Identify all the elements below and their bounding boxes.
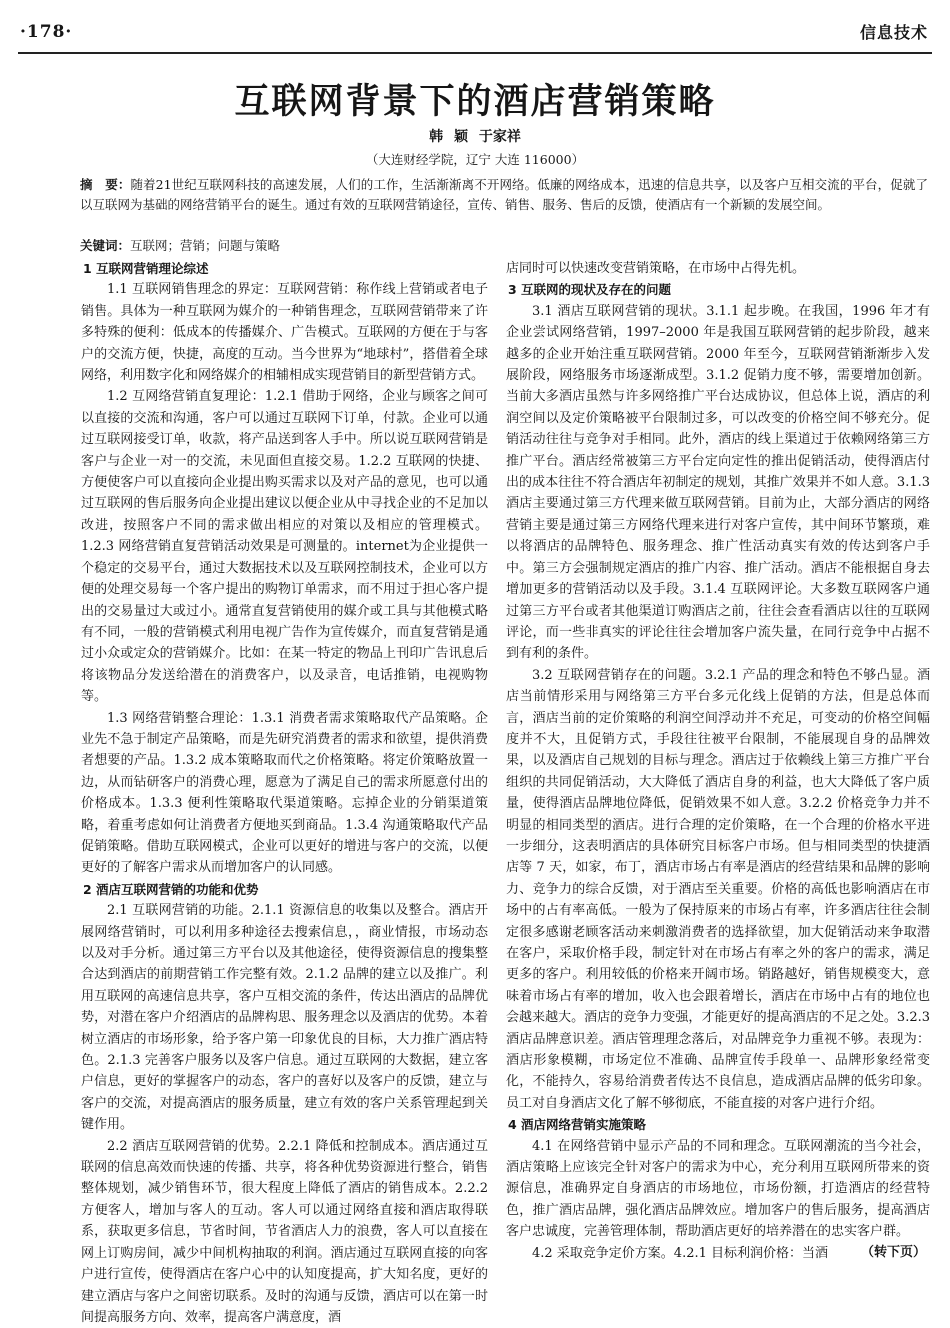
abstract-text: 随着21世纪互联网科技的高速发展，人们的工作，生活渐渐离不开网络。低廉的网络成本，迅速的信息共享，以及客户互相交流的平台，促就了以互联网为基础的网络营销平台的诞生。通过有效的互联网营销途径，宣传、销售、服务、售后的反馈，使酒店有一个新颖的发展空间。 <box>80 177 928 212</box>
keywords-label: 关键词： <box>80 238 131 253</box>
paragraph: 1.3 网络营销整合理论：1.3.1 消费者需求策略取代产品策略。企业先不急于制定产品策略，而是先研究消费者的需求和欲望，提供消费者想要的产品。1.3.2 成本策略取而代之价格策略。将定价策略放置一边，从而钻研客户的消费心理，愿意为了满足自己的需求所愿意付出的价格成本。1.3.3 便利性策略取代渠道策略。忘掉企业的分销渠道策略，着重考虑如何让消费者方便地买到商品。1.3.4 沟通策略取代产品促销策略。借助互联网模式，企业可以更好的增进与客户的交流，以便更好的了解客户需求从而增加客户的认同感。 <box>81 710 488 876</box>
section-heading: 1 互联网营销理论综述 <box>83 261 209 276</box>
section-heading: 3 互联网的现状及存在的问题 <box>508 282 672 298</box>
header-rule <box>18 52 932 54</box>
continued-note: （转下页） <box>860 1245 926 1260</box>
abstract-label: 摘 要： <box>80 177 131 192</box>
paragraph: 1.1 互联网销售理念的界定：互联网营销：称作线上营销或者电子销售。具体为一种互联网为媒介的一种销售理念，互联网营销带来了许多特殊的便利：低成本的传播媒介、广告模式。互联网的方便在于与客户的交流方便，快捷，高度的互动。当今世界为“地球村”，搭借着全球网络，利用数字化和网络媒介的相辅相成实现营销目的新型营销方式。 <box>81 282 488 384</box>
affiliation: （大连财经学院，辽宁 大连 116000） <box>365 152 585 167</box>
left-column <box>81 258 488 1328</box>
section-heading: 4 酒店网络营销实施策略 <box>508 1117 647 1133</box>
paragraph: 2.2 酒店互联网营销的优势。2.2.1 降低和控制成本。酒店通过互联网的信息高效而快速的传播、共享，将各种优势资源进行整合，销售整体规划，减少销售环节，很大程度上降低了酒店的销售成本。2.2.2 方便客人，增加与客人的互动。客人可以通过网络直接和酒店取得联系，获取更多信息，节省时间，节省酒店人力的浪费，客人可以直接在网上订购房间，减少中间机构抽取的利润。酒店通过互联网直接的向客户进行宣传，使得酒店在客户心中的认知度提高，扩大知名度，更好的建立酒店与客户之间密切联系。及时的沟通与反馈，酒店可以在第一时间提高服务方向、效率，提高客户满意度，酒 <box>81 1138 488 1325</box>
keywords <box>80 236 280 256</box>
article-title: 互联网背景下的酒店营销策略 <box>234 81 716 122</box>
paragraph: 3.1 酒店互联网营销的现状。3.1.1 起步晚。在我国，1996 年才有企业尝试网络营销，1997–2000 年是我国互联网营销的起步阶段，越来越多的企业开始注重互联网营销。2000 年至今，互联网营销渐渐步入发展阶段，网络服务市场逐渐成型。3.1.2 促销力度不够，需要增加创新。当前大多酒店虽然与许多网络推广平台达成协议，但总体上说，酒店的利润空间以及定价策略被平台限制过多，可以改变的价格空间不够充分。促销活动往往与竞争对手相同。此外，酒店的线上渠道过于依赖网络第三方推广平台。酒店经常被第三方平台定向定性的推出促销活动，使得酒店付出的成本往往不符合酒店年初制定的规划，其推广效果并不如人意。3.1.3 酒店主要通过第三方代理来做互联网营销。目前为止，大部分酒店的网络营销主要是通过第三方网络代理来进行对客户宣传，其中间环节繁琐，难以将酒店的品牌特色、服务理念、推广性活动真实有效的传达到客户手中。第三方会强制规定酒店的推广内容、推广活动。酒店不能根据自身去增加更多的营销活动以及手段。3.1.4 互联网评论。大多数互联网客户通过第三方平台或者其他渠道订购酒店之前，往往会查看酒店以往的互联网评论，而一些非真实的评论往往会增加客户流失量，在同行竞争中占据不到有利的条件。 <box>506 303 930 662</box>
paragraph: 4.2 采取竞争定价方案。4.2.1 目标利润价格：当酒 <box>532 1245 829 1261</box>
paragraph: 店同时可以快速改变营销策略，在市场中占得先机。 <box>506 261 806 276</box>
paragraph: 3.2 互联网营销存在的问题。3.2.1 产品的理念和特色不够凸显。酒店当前情形采用与网络第三方平台多元化线上促销的方法，但是总体而言，酒店当前的定价策略的利润空间浮动并不充足，可变动的价格空间幅度并不大，且促销方式，手段往往被平台限制，不能展现自身的品牌效果，以及酒店自己规划的目标与理念。酒店过于依赖线上第三方推广平台组织的共同促销活动，大大降低了酒店自身的利益，也大大降低了客户质量，使得酒店品牌地位降低，促销效果不如人意。3.2.2 价格竞争力并不明显的相同类型的酒店。进行合理的定价策略，在一个合理的价格水平进一步细分，这表明酒店的具体研究目标客户市场。但与相同类型的快捷酒店等 7 天，如家，布丁，酒店市场占有率是酒店的经营结果和品牌的影响力、竞争力的综合反馈，对于酒店至关重要。价格的高低也影响酒店在市场中的占有率高低。一般为了保持原来的市场占有率，许多酒店往往会制定很多感谢老顾客活动来刺激消费者的选择欲望，加大促销活动来争取潜在客户，采取价格手段，制定针对在市场占有率之外的客户的需求，满足更多的客户。利用较低的价格来开阔市场。销路越好，销售规模变大，意味着市场占有率的增加，收入也会跟着增长，酒店在市场中占有的地位也会越来越大。酒店的竞争力变强，才能更好的提高酒店的不足之处。3.2.3 酒店品牌意识差。酒店管理理念落后，对品牌竞争力重视不够。表现为：酒店形象模糊，市场定位不准确、品牌宣传手段单一、品牌形象经常变化，不能持久，容易给消费者传达不良信息，造成酒店品牌的低劣印象。员工对自身酒店文化了解不够彻底，不能直接的对客户进行介绍。 <box>506 667 930 1111</box>
page-number: ·178· <box>20 22 73 42</box>
section-heading: 2 酒店互联网营销的功能和优势 <box>83 881 259 897</box>
right-column <box>506 258 930 1264</box>
abstract <box>80 175 928 215</box>
keywords-text: 互联网；营销；问题与策略 <box>130 238 281 253</box>
paragraph: 1.2 互网络营销直复理论：1.2.1 借助于网络，企业与顾客之间可以直接的交流和沟通，客户可以通过互联网下订单，付款。企业可以通过互联网接受订单，收款，将产品送到客人手中。所以说互联网营销是客户与企业一对一的交流，未见面但直接交易。1.2.2 互联网的快捷、方便使客户可以直接向企业提出购买需求以及对产品的意见，也可以通过互联网的售后服务向企业提出建议以便企业从中寻找企业的不足加以改进，按照客户不同的需求做出相应的对策以及相应的管理模式。1.2.3 网络营销直复营销活动效果是可测量的。internet为企业提供一个稳定的交易平台，通过大数据技术以及互联网控制技术，企业可以方便的处理交易每一个客户提出的购物订单需求，而不用过于担心客户提出的交易量过大或过小。通常直复营销使用的媒介或工具与其他模式略有不同，一般的营销模式利用电视广告作为宣传媒介，而直复营销是通过小众或定众的营销媒介。比如：在某一特定的物品上刊印广告讯息后将该物品分发送给潜在的消费客户，以及录音，电话推销，电视购物等。 <box>81 389 488 705</box>
paragraph: 4.1 在网络营销中显示产品的不同和理念。互联网潮流的当今社会，酒店策略上应该完全针对客户的需求为中心，充分利用互联网所带来的资源信息，准确界定自身酒店的市场地位，市场份额，打造酒店的经营特色，推广酒店品牌，强化酒店品牌效应。增加客户的售后服务，提高酒店客户忠诚度，完善管理体制，帮助酒店更好的培养潜在的忠实客户群。 <box>506 1138 930 1240</box>
section-name: 信息技术 <box>859 23 928 42</box>
authors: 韩 颖 于家祥 <box>429 129 521 145</box>
paragraph: 2.1 互联网营销的功能。2.1.1 资源信息的收集以及整合。酒店开展网络营销时，可以利用多种途径去搜索信息，，商业情报，市场动态以及对手分析。通过第三方平台以及其他途径，使得资源信息的搜集整合达到酒店的前期营销工作完整有效。2.1.2 品牌的建立以及推广。利用互联网的高速信息共享，客户互相交流的条件，传达出酒店的品牌优势，对潜在客户介绍酒店的品牌构思、服务理念以及酒店的优势。本着树立酒店的市场形象，给予客户第一印象优良的目标，大力推广酒店特色。2.1.3 完善客户服务以及客户信息。通过互联网的大数据，建立客户信息，更好的掌握客户的动态，客户的喜好以及客户的反馈，建立与客户的交流，对提高酒店的服务质量，建立有效的客户关系管理起到关键作用。 <box>81 903 488 1133</box>
